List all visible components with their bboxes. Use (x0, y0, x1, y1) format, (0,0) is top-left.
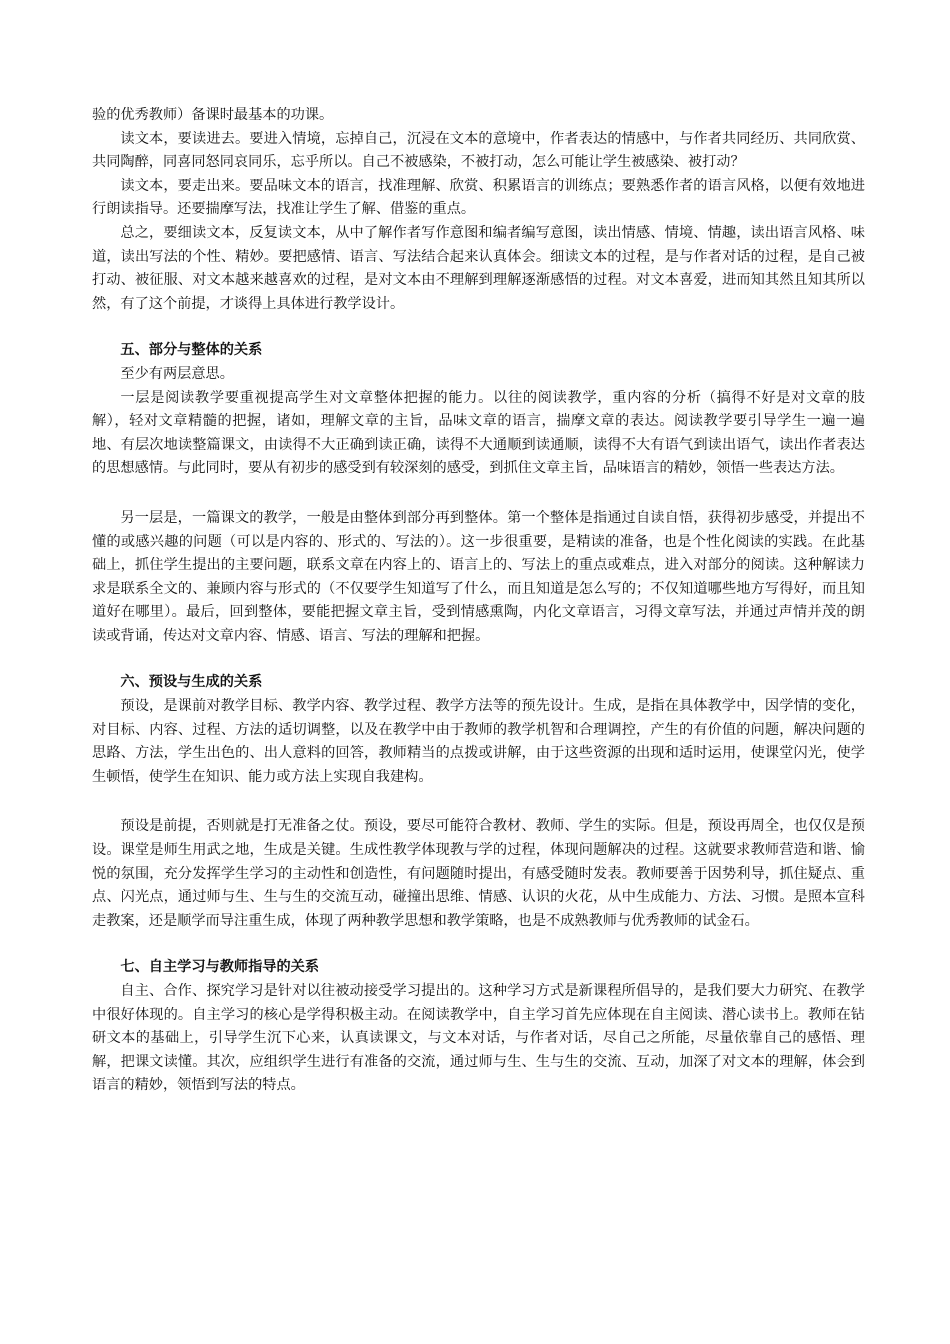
section-5-heading: 五、部分与整体的关系 (120, 342, 263, 359)
section-6-paragraph-2: 预设是前提，否则就是打无准备之仗。预设，要尽可能符合教材、教师、学生的实际。但是，预设再周全，也仅仅是预设。课堂是师生用武之地，生成是关键。生成性教学体现教与学的过程，体现问题解决的过程。这就要求教师营造和谐、愉悦的氛围，充分发挥学生学习的主动性和创造性，有问题随时提出，有感受随时发表。教师要善于因势利导，抓住疑点、重点、闪光点，通过师与生、生与生的交流互动，碰撞出思维、情感、认识的火花，从中生成能力、方法、习惯。是照本宣科走教案，还是顺学而导注重生成，体现了两种教学思想和教学策略，也是不成熟教师与优秀教师的试金石。 (92, 818, 865, 929)
spacer (92, 481, 865, 507)
intro-paragraph-summary: 总之，要细读文本，反复读文本，从中了解作者写作意图和编者编写意图，读出情感、情境、情趣，读出语言风格、味道，读出写法的个性、精妙。要把感情、语言、写法结合起来认真体会。细读文本的过程，是与作者对话的过程，是自己被打动、被征服、对文本越来越喜欢的过程，是对文本由不理解到理解逐渐感悟的过程。对文本喜爱，进而知其然且知其所以然，有了这个前提，才谈得上具体进行教学设计。 (92, 224, 865, 312)
spacer (92, 789, 865, 815)
spacer (92, 933, 865, 956)
spacer (92, 316, 865, 339)
section-5-paragraph-2: 另一层是，一篇课文的教学，一般是由整体到部分再到整体。第一个整体是指通过自读自悟，获得初步感受，并提出不懂的或感兴趣的问题（可以是内容的、形式的、写法的）。这一步很重要，是精读的准备，也是个性化阅读的实践。在此基础上，抓住学生提出的主要问题，联系文章在内容上的、语言上的、写法上的重点或难点，进入对部分的阅读。这种解读力求是联系全文的、兼顾内容与形式的（不仅要学生知道写了什么，而且知道是怎么写的；不仅知道哪些地方写得好，而且知道好在哪里）。最后，回到整体，要能把握文章主旨，受到情感熏陶，内化文章语言，习得文章写法，并通过声情并茂的朗读或背诵，传达对文章内容、情感、语言、写法的理解和把握。 (92, 509, 865, 644)
section-7-heading: 七、自主学习与教师指导的关系 (120, 959, 320, 976)
section-5-paragraph-1: 一层是阅读教学要重视提高学生对文章整体把握的能力。以往的阅读教学，重内容的分析（搞得不好是对文章的肢解），轻对文章精髓的把握，诸如，理解文章的主旨，品味文章的语言，揣摩文章的表达。阅读教学要引导学生一遍一遍地、有层次地读整篇课文，由读得不大正确到读正确，读得不大通顺到读通顺，读得不大有语气到读出语气，读出作者表达的思想感情。与此同时，要从有初步的感受到有较深刻的感受，到抓住文章主旨，品味语言的精妙，领悟一些表达方法。 (92, 389, 865, 477)
spacer (92, 648, 865, 671)
document-page (92, 104, 865, 1098)
intro-paragraph-read-out: 读文本，要走出来。要品味文本的语言，找准理解、欣赏、积累语言的训练点；要熟悉作者的语言风格，以便有效地进行朗读指导。还要揣摩写法，找准让学生了解、借鉴的重点。 (92, 177, 865, 218)
section-5-paragraph-0: 至少有两层意思。 (120, 365, 234, 382)
intro-paragraph-read-in: 读文本，要读进去。要进入情境，忘掉自己，沉浸在文本的意境中，作者表达的情感中，与作者共同经历、共同欣赏、共同陶醉，同喜同怒同哀同乐，忘乎所以。自己不被感染，不被打动，怎么可能让学生被感染、被打动？ (92, 130, 865, 171)
section-7-paragraph-1: 自主、合作、探究学习是针对以往被动接受学习提出的。这种学习方式是新课程所倡导的，是我们要大力研究、在教学中很好体现的。自主学习的核心是学得积极主动。在阅读教学中，自主学习首先应体现在自主阅读、潜心读书上。教师在钻研文本的基础上，引导学生沉下心来，认真读课文，与文本对话，与作者对话，尽自己之所能，尽量依靠自己的感悟、理解，把课文读懂。其次，应组织学生进行有准备的交流，通过师与生、生与生的交流、互动，加深了对文本的理解，体会到语言的精妙，领悟到写法的特点。 (92, 983, 865, 1094)
section-6-paragraph-1: 预设，是课前对教学目标、教学内容、教学过程、教学方法等的预先设计。生成，是指在具体教学中，因学情的变化，对目标、内容、过程、方法的适切调整，以及在教学中由于教师的教学机智和合理调控，产生的有价值的问题，解决问题的思路、方法，学生出色的、出人意料的回答，教师精当的点拨或讲解，由于这些资源的出现和适时运用，使课堂闪光，使学生顿悟，使学生在知识、能力或方法上实现自我建构。 (92, 698, 865, 785)
intro-continuation: 验的优秀教师）备课时最基本的功课。 (92, 107, 334, 123)
section-6-heading: 六、预设与生成的关系 (120, 674, 263, 691)
